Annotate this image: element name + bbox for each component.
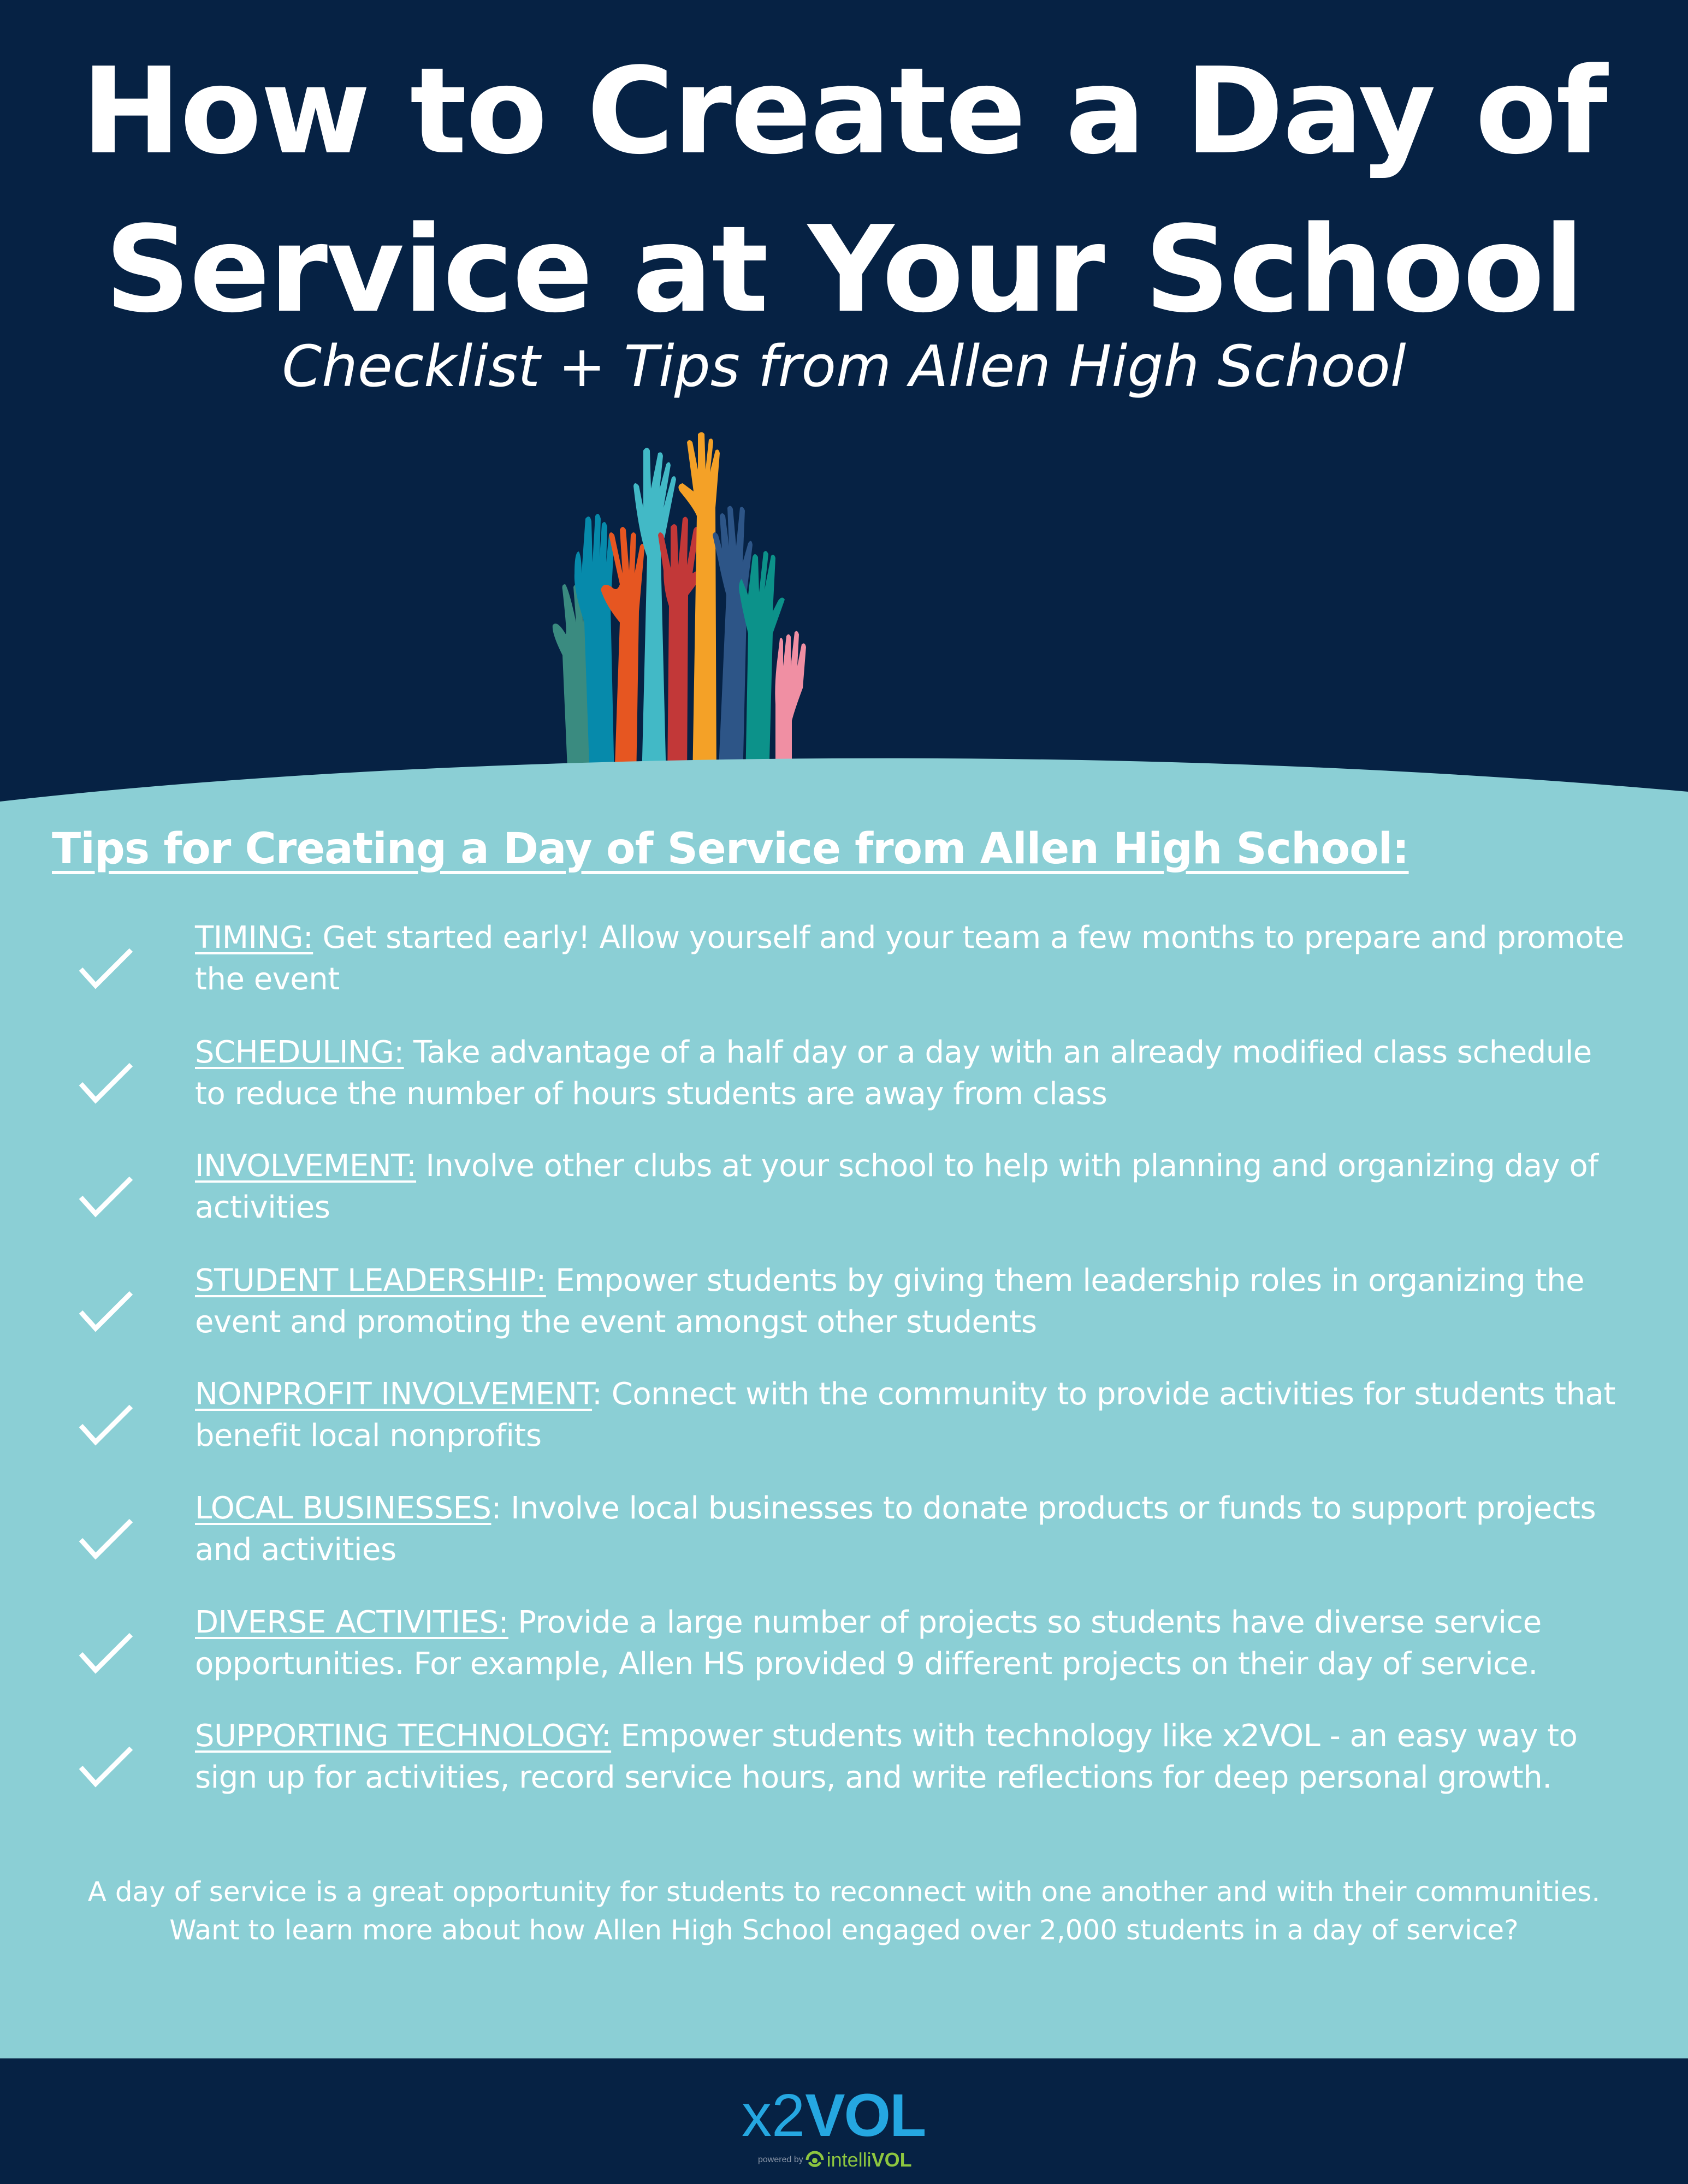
- powered-by: [758, 2149, 912, 2171]
- tip-label: TIMING:: [195, 920, 313, 956]
- closing-line-2: Want to learn more about how Allen High School engaged over 2,000 students in a day of service?: [169, 1914, 1519, 1946]
- checklist-item-student-leadership: [0, 1260, 1688, 1369]
- checklist-item-diverse-activities: [0, 1602, 1688, 1711]
- logo-wordmark: [742, 2082, 926, 2149]
- checkmark-icon: [76, 1282, 137, 1342]
- checkmark-icon: [76, 939, 137, 999]
- checklist-item-local-businesses: [0, 1488, 1688, 1597]
- logo-x2: x2: [742, 2082, 805, 2149]
- closing-line-1: A day of service is a great opportunity for students to reconnect with one another and with their communities.: [87, 1876, 1601, 1908]
- tip-label: INVOLVEMENT:: [195, 1148, 417, 1184]
- tip-text: [195, 1602, 1626, 1685]
- tip-body: Involve other clubs at your school to help with planning and organizing day of activities: [195, 1148, 1598, 1225]
- tip-text: [195, 1146, 1626, 1228]
- tip-body: Take advantage of a half day or a day with an already modified class schedule to reduce the number of hours students are away from class: [195, 1035, 1592, 1112]
- logo-vol: VOL: [805, 2082, 926, 2149]
- intellivol-eye-icon: [805, 2151, 824, 2169]
- tip-label: NONPROFIT INVOLVEMENT: [195, 1376, 593, 1412]
- raised-hands-illustration: [546, 426, 1147, 781]
- hand-icon: [553, 432, 806, 781]
- tip-text: [195, 1374, 1626, 1457]
- tip-body: : Connect with the community to provide activities for students that benefit local nonprofits: [195, 1376, 1615, 1453]
- checkmark-icon: [76, 1396, 137, 1456]
- tip-label: SCHEDULING:: [195, 1035, 404, 1070]
- checkmark-icon: [76, 1737, 137, 1797]
- powered-by-text: powered by: [758, 2155, 803, 2164]
- title-line-2: Service at Your School: [104, 201, 1584, 339]
- page-title: [0, 33, 1688, 349]
- checklist-item-supporting-technology: [0, 1716, 1688, 1825]
- checklist-item-scheduling: [0, 1032, 1688, 1141]
- tip-body: : Involve local businesses to donate products or funds to support projects and activities: [195, 1491, 1596, 1568]
- checklist-item-timing: [0, 917, 1688, 1026]
- tip-text: [195, 1032, 1626, 1115]
- tip-body: Empower students with technology like x2VOL - an easy way to sign up for activities, record service hours, and write reflections for deep personal growth.: [195, 1718, 1578, 1795]
- intelli-vol-text: VOL: [871, 2149, 912, 2171]
- tip-body: Empower students by giving them leadership roles in organizing the event and promoting the event amongst other students: [195, 1263, 1585, 1340]
- tip-text: [195, 1260, 1626, 1343]
- tip-body: Get started early! Allow yourself and your team a few months to prepare and promote the event: [195, 920, 1624, 997]
- checkmark-icon: [76, 1510, 137, 1570]
- title-line-1: How to Create a Day of: [81, 43, 1607, 181]
- checkmark-icon: [76, 1054, 137, 1114]
- closing-text: [0, 1873, 1688, 1949]
- checklist-item-nonprofit-involvement: [0, 1374, 1688, 1483]
- x2vol-logo[interactable]: [742, 2082, 926, 2171]
- tip-label: LOCAL BUSINESSES: [195, 1491, 491, 1526]
- intelli-text: intelli: [826, 2149, 872, 2171]
- checklist-item-involvement: [0, 1146, 1688, 1255]
- tip-text: [195, 917, 1626, 1000]
- tips-heading: Tips for Creating a Day of Service from Allen High School:: [52, 824, 1409, 874]
- tip-label: DIVERSE ACTIVITIES:: [195, 1605, 508, 1640]
- tip-label: STUDENT LEADERSHIP:: [195, 1263, 546, 1298]
- intellivol-text: [827, 2149, 912, 2171]
- tip-label: SUPPORTING TECHNOLOGY:: [195, 1718, 612, 1754]
- checkmark-icon: [76, 1167, 137, 1227]
- tip-body: Provide a large number of projects so students have diverse service opportunities. For example, Allen HS provided 9 different projects on their day of service.: [195, 1605, 1542, 1682]
- page-subtitle: Checklist + Tips from Allen High School: [282, 333, 1406, 400]
- tip-text: [195, 1716, 1626, 1799]
- checkmark-icon: [76, 1624, 137, 1684]
- tip-text: [195, 1488, 1626, 1571]
